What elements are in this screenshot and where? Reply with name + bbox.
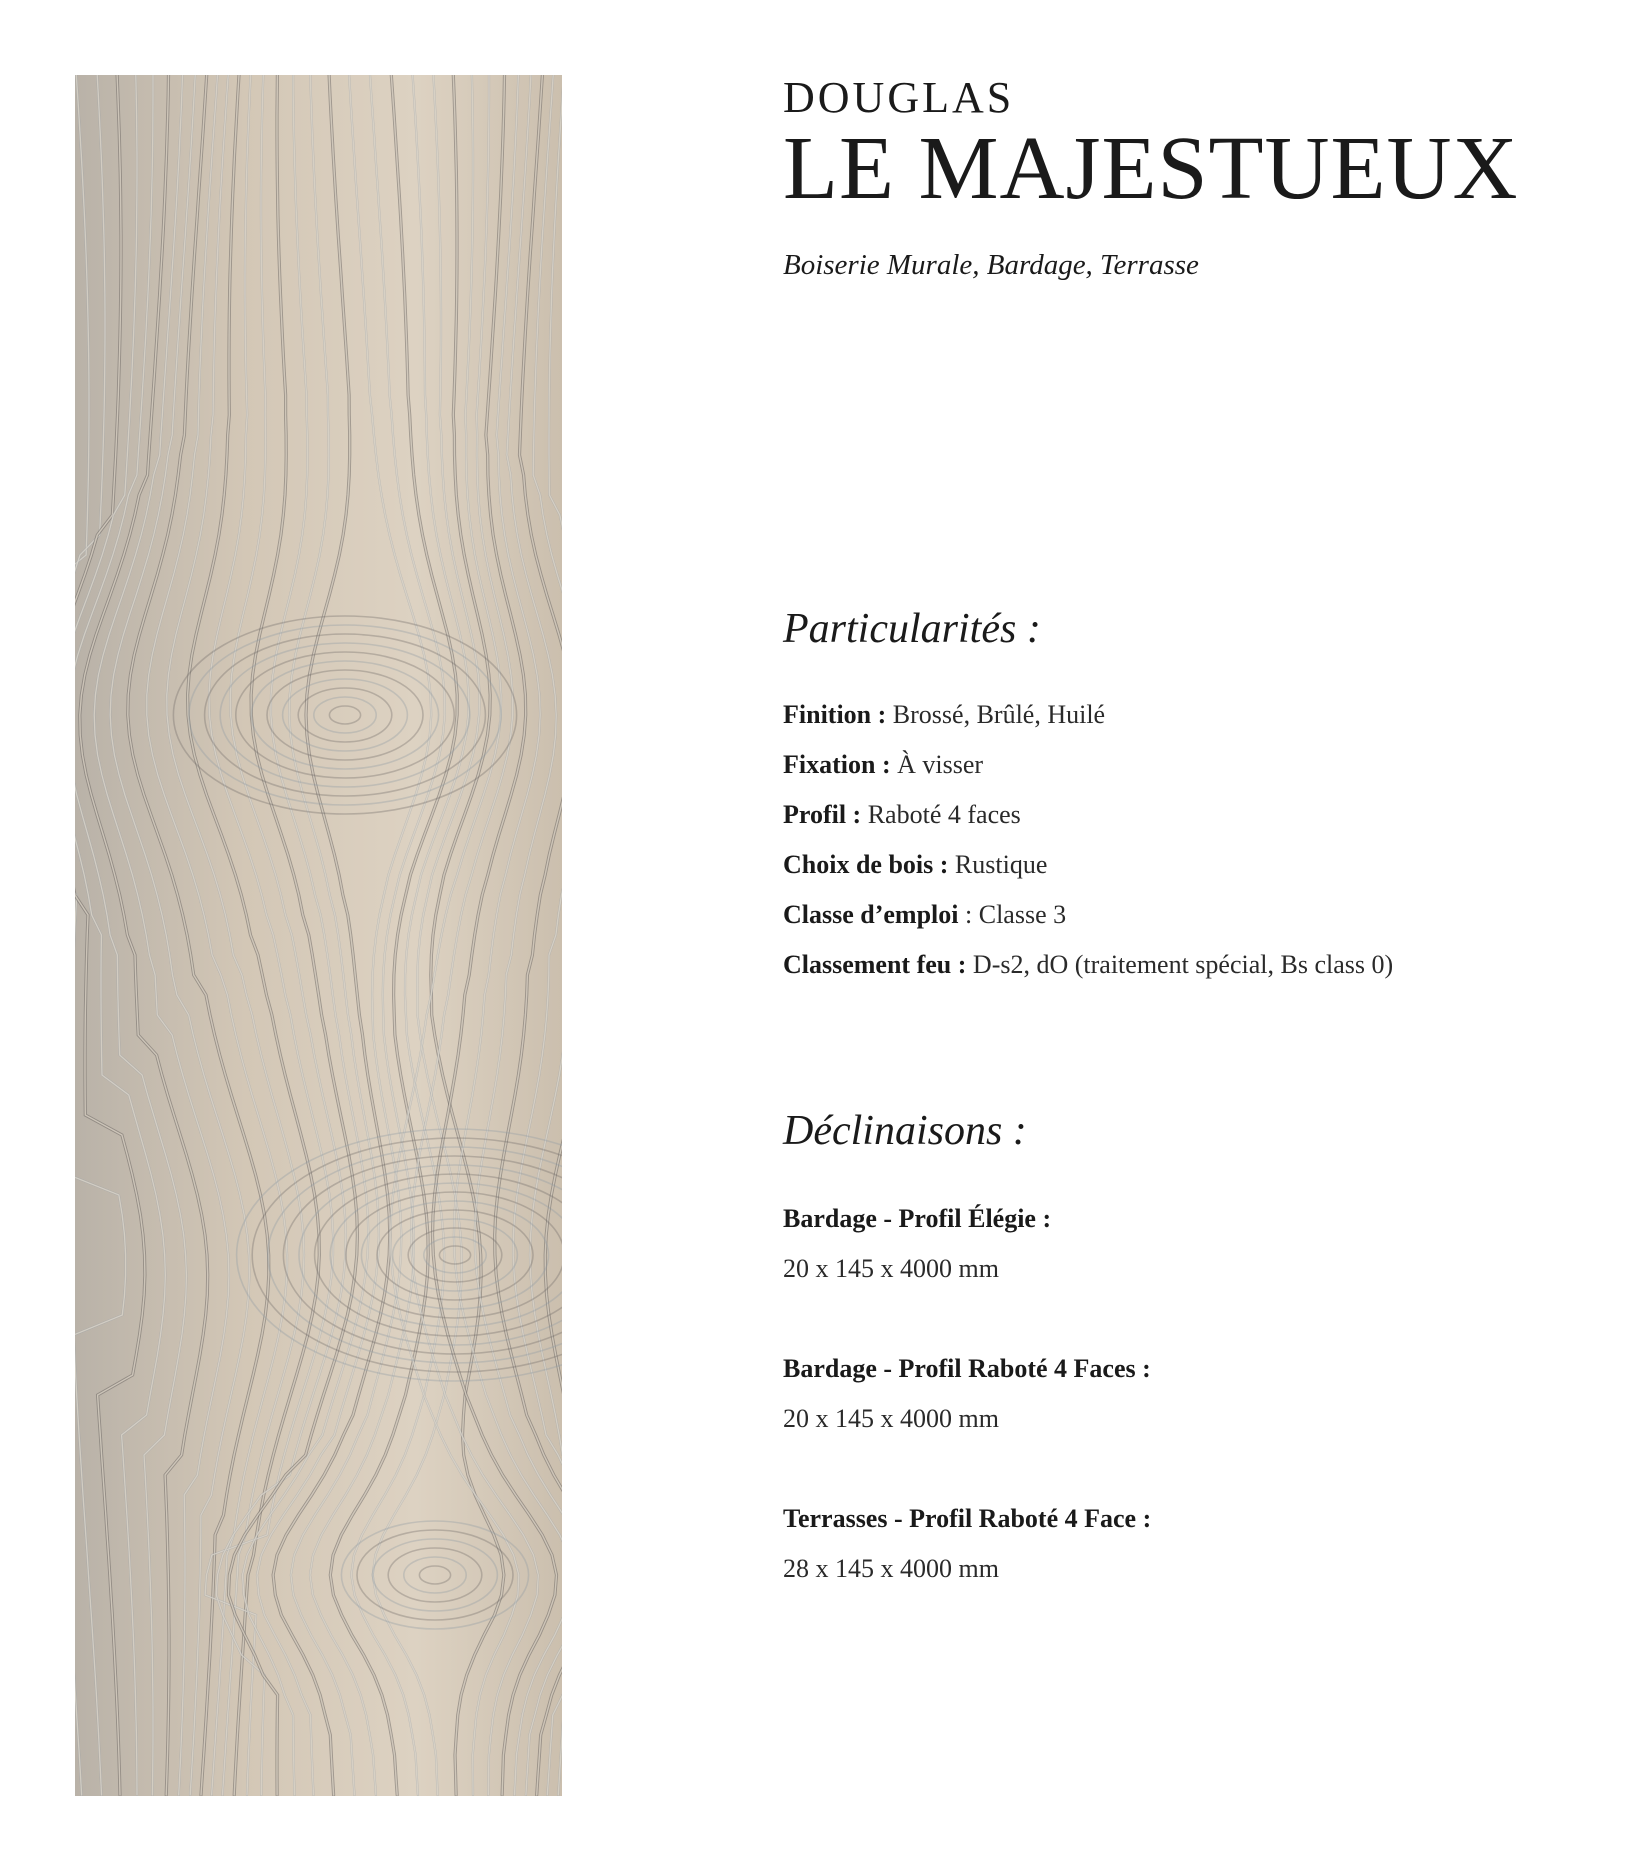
spec-key: Choix de bois : [783, 850, 949, 880]
variant-item [783, 1494, 1151, 1594]
spec-value: Brossé, Brûlé, Huilé [892, 700, 1106, 730]
spec-value: D-s2, dO (traitement spécial, Bs class 0) [972, 950, 1394, 980]
spec-value: Raboté 4 faces [867, 800, 1021, 830]
declinaisons-title: Déclinaisons : [783, 1108, 1027, 1154]
variant-dimensions: 20 x 145 x 4000 mm [783, 1254, 999, 1284]
spec-value: Rustique [954, 850, 1048, 880]
spec-value: À visser [897, 750, 984, 780]
spec-item-profil [783, 790, 1393, 840]
variant-dimensions: 20 x 145 x 4000 mm [783, 1404, 999, 1434]
spec-item-classe-emploi [783, 890, 1393, 940]
particularites-section [783, 606, 1393, 990]
variant-item [783, 1194, 1151, 1294]
spec-key: Profil : [783, 800, 862, 830]
product-uses: Boiserie Murale, Bardage, Terrasse [783, 249, 1199, 281]
product-title: LE MAJESTUEUX [783, 119, 1519, 218]
variant-title: Bardage - Profil Élégie : [783, 1204, 1052, 1234]
particularites-title: Particularités : [783, 606, 1041, 652]
brand-name: DOUGLAS [783, 73, 1015, 122]
product-info [783, 73, 1583, 1584]
variant-title: Terrasses - Profil Raboté 4 Face : [783, 1504, 1152, 1534]
spec-item-classement-feu [783, 940, 1393, 990]
spec-list [783, 690, 1393, 990]
wood-plank-image [75, 75, 562, 1796]
spec-item-choix-de-bois [783, 840, 1393, 890]
variant-item [783, 1344, 1151, 1444]
declinaisons-section [783, 1108, 1151, 1594]
wood-grain-illustration [75, 75, 562, 1796]
spec-key: Classe d’emploi [783, 900, 959, 930]
spec-key: Fixation : [783, 750, 891, 780]
spec-key: Finition : [783, 700, 887, 730]
spec-item-fixation [783, 740, 1393, 790]
spec-value: : Classe 3 [965, 900, 1067, 930]
variant-dimensions: 28 x 145 x 4000 mm [783, 1554, 999, 1584]
spec-key: Classement feu : [783, 950, 967, 980]
variant-title: Bardage - Profil Raboté 4 Faces : [783, 1354, 1151, 1384]
spec-item-finition [783, 690, 1393, 740]
